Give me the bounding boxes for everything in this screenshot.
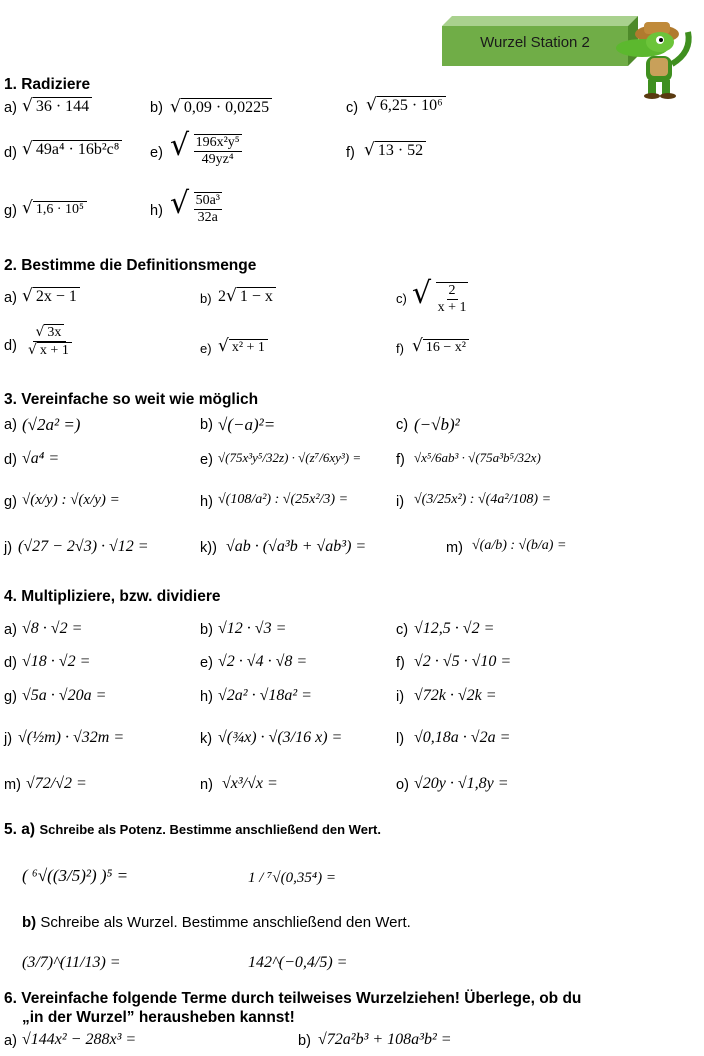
s6-b-expr: √72a²b³ + 108a³b² = bbox=[318, 1031, 452, 1048]
section-6-heading-line1: 6. Vereinfache folgende Terme durch teilweises Wurzelziehen! Überlege, ob du bbox=[4, 990, 582, 1007]
s3-a-expr: (√2a² =) bbox=[22, 415, 81, 434]
s4-l-expr: √0,18a · √2a = bbox=[414, 729, 511, 746]
s3-h-label: h) bbox=[200, 494, 213, 510]
s4-g-expr: √5a · √20a = bbox=[22, 687, 107, 704]
s1-d-label: d) bbox=[4, 145, 17, 161]
s3-m-expr: √(a/b) : √(b/a) = bbox=[472, 538, 567, 553]
s6-a-label: a) bbox=[4, 1033, 17, 1049]
s4-a-label: a) bbox=[4, 622, 17, 638]
s1-h-label: h) bbox=[150, 203, 163, 219]
s4-c-expr: √12,5 · √2 = bbox=[414, 620, 495, 637]
s3-f-expr: √x⁵/6ab³ · √(75a³b⁵/32x) bbox=[414, 450, 541, 465]
section-5-heading: 5. a) Schreibe als Potenz. Bestimme anschließend den Wert. bbox=[4, 821, 381, 838]
s4-e-expr: √2 · √4 · √8 = bbox=[218, 653, 308, 670]
s2-f-label: f) bbox=[396, 341, 404, 356]
s5-a1-expr: ( ⁶√((3/5)²) )⁵ = bbox=[22, 866, 129, 885]
s3-j-expr: (√27 − 2√3) · √12 = bbox=[18, 538, 149, 555]
s3-k-label: k)) bbox=[200, 540, 217, 556]
section-1-heading: 1. Radiziere bbox=[4, 76, 91, 93]
s1-g-label: g) bbox=[4, 203, 17, 219]
station-banner bbox=[442, 16, 638, 66]
s5-b1-expr: (3/7)^(11/13) = bbox=[22, 954, 121, 971]
s2-a-label: a) bbox=[4, 290, 17, 306]
s2-c-expr: √ $\frac{2}{x + 1}$ bbox=[412, 276, 467, 315]
s6-a-expr: √144x² − 288x³ = bbox=[22, 1031, 137, 1048]
s1-e-expr: √ $\frac{\text{196x²y⁵}}{\text{49yz⁴}}$ bbox=[170, 128, 240, 167]
s3-b-label: b) bbox=[200, 417, 213, 433]
s3-f-label: f) bbox=[396, 452, 405, 468]
s4-b-expr: √12 · √3 = bbox=[218, 620, 287, 637]
s1-f-expr: √ 13 · 52 bbox=[364, 140, 426, 160]
s4-f-label: f) bbox=[396, 655, 405, 671]
s2-e-label: e) bbox=[200, 341, 212, 356]
s3-d-expr: √a⁴ = bbox=[22, 450, 60, 467]
s3-d-label: d) bbox=[4, 452, 17, 468]
banner-title: Wurzel Station 2 bbox=[480, 34, 590, 51]
s3-i-expr: √(3/25x²) : √(4a²/108) = bbox=[414, 492, 552, 507]
s3-c-label: c) bbox=[396, 417, 409, 433]
s4-l-label: l) bbox=[396, 731, 405, 747]
s3-c-expr: (−√b)² bbox=[414, 415, 460, 434]
s2-f-expr: √ 16 − x² bbox=[412, 336, 469, 356]
s6-b-label: b) bbox=[298, 1033, 311, 1049]
s3-b-expr: √(−a)²= bbox=[218, 415, 276, 434]
s4-i-expr: √72k · √2k = bbox=[414, 687, 497, 704]
s4-k-expr: √(¾x) · √(3/16 x) = bbox=[218, 729, 343, 746]
section-6-heading-line2: „in der Wurzel” herausheben kannst! bbox=[22, 1009, 295, 1026]
section-4-heading: 4. Multipliziere, bzw. dividiere bbox=[4, 588, 221, 605]
s4-f-expr: √2 · √5 · √10 = bbox=[414, 653, 512, 670]
s3-e-expr: √(75x³y⁵/32z) · √(z⁷/6xy³) = bbox=[218, 450, 362, 465]
s1-b-label: b) bbox=[150, 100, 163, 116]
s3-a-label: a) bbox=[4, 417, 17, 433]
s3-g-expr: √(x/y) : √(x/y) = bbox=[22, 492, 120, 508]
s3-h-expr: √(108/a²) : √(25x²/3) = bbox=[218, 492, 349, 507]
s1-g-expr: √ 1,6 · 10⁵ bbox=[22, 198, 87, 218]
s1-c-expr: √ 6,25 · 10⁶ bbox=[366, 95, 446, 115]
s2-a-expr: √ 2x − 1 bbox=[22, 286, 80, 306]
s4-c-label: c) bbox=[396, 622, 409, 638]
s4-d-expr: √18 · √2 = bbox=[22, 653, 91, 670]
s4-e-label: e) bbox=[200, 655, 213, 671]
s2-d-expr: $\frac{√ 3x}{√ x + 1}$ bbox=[26, 324, 74, 359]
s1-a-label: a) bbox=[4, 100, 17, 116]
s1-h-expr: √ $\frac{\text{50a³}}{32a}$ bbox=[170, 186, 220, 225]
s3-g-label: g) bbox=[4, 494, 17, 510]
s4-m-expr: √72/√2 = bbox=[26, 775, 87, 792]
s5-a2-expr: 1 / ⁷√(0,35⁴) = bbox=[248, 870, 336, 886]
crocodile-mascot-icon bbox=[612, 12, 702, 100]
s2-c-label: c) bbox=[396, 291, 407, 306]
s4-h-expr: √2a² · √18a² = bbox=[218, 687, 312, 704]
s4-n-expr: √x³/√x = bbox=[222, 775, 278, 792]
s4-o-expr: √20y · √1,8y = bbox=[414, 775, 509, 792]
s2-b-expr: 2√ 1 − x bbox=[218, 286, 276, 306]
s2-e-expr: √ x² + 1 bbox=[218, 336, 268, 356]
s3-i-label: i) bbox=[396, 494, 405, 510]
s1-f-label: f) bbox=[346, 145, 355, 161]
section-3-heading: 3. Vereinfache so weit wie möglich bbox=[4, 391, 259, 408]
s3-k-expr: √ab · (√a³b + √ab³) = bbox=[226, 538, 367, 555]
s1-d-expr: √ 49a⁴ · 16b²c⁸ bbox=[22, 139, 122, 159]
s1-a-expr: √ 36 · 144 bbox=[22, 96, 92, 116]
s4-h-label: h) bbox=[200, 689, 213, 705]
s4-k-label: k) bbox=[200, 731, 213, 747]
s4-j-label: j) bbox=[4, 731, 13, 747]
s4-g-label: g) bbox=[4, 689, 17, 705]
s2-d-label: d) bbox=[4, 338, 17, 354]
s3-m-label: m) bbox=[446, 540, 463, 556]
s4-n-label: n) bbox=[200, 777, 213, 793]
s4-o-label: o) bbox=[396, 777, 409, 793]
s5-b2-expr: 142^(−0,4/5) = bbox=[248, 954, 348, 971]
s4-i-label: i) bbox=[396, 689, 405, 705]
s1-b-expr: √ 0,09 · 0,0225 bbox=[170, 97, 272, 117]
s4-d-label: d) bbox=[4, 655, 17, 671]
s1-c-label: c) bbox=[346, 100, 359, 116]
s2-b-label: b) bbox=[200, 291, 212, 306]
s4-j-expr: √(½m) · √32m = bbox=[18, 729, 125, 746]
s4-a-expr: √8 · √2 = bbox=[22, 620, 83, 637]
s4-m-label: m) bbox=[4, 777, 21, 793]
s3-j-label: j) bbox=[4, 540, 13, 556]
s1-e-label: e) bbox=[150, 145, 163, 161]
s3-e-label: e) bbox=[200, 452, 213, 468]
section-2-heading: 2. Bestimme die Definitionsmenge bbox=[4, 257, 257, 274]
s4-b-label: b) bbox=[200, 622, 213, 638]
s5-b-heading: b) Schreibe als Wurzel. Bestimme anschließend den Wert. bbox=[22, 914, 411, 931]
